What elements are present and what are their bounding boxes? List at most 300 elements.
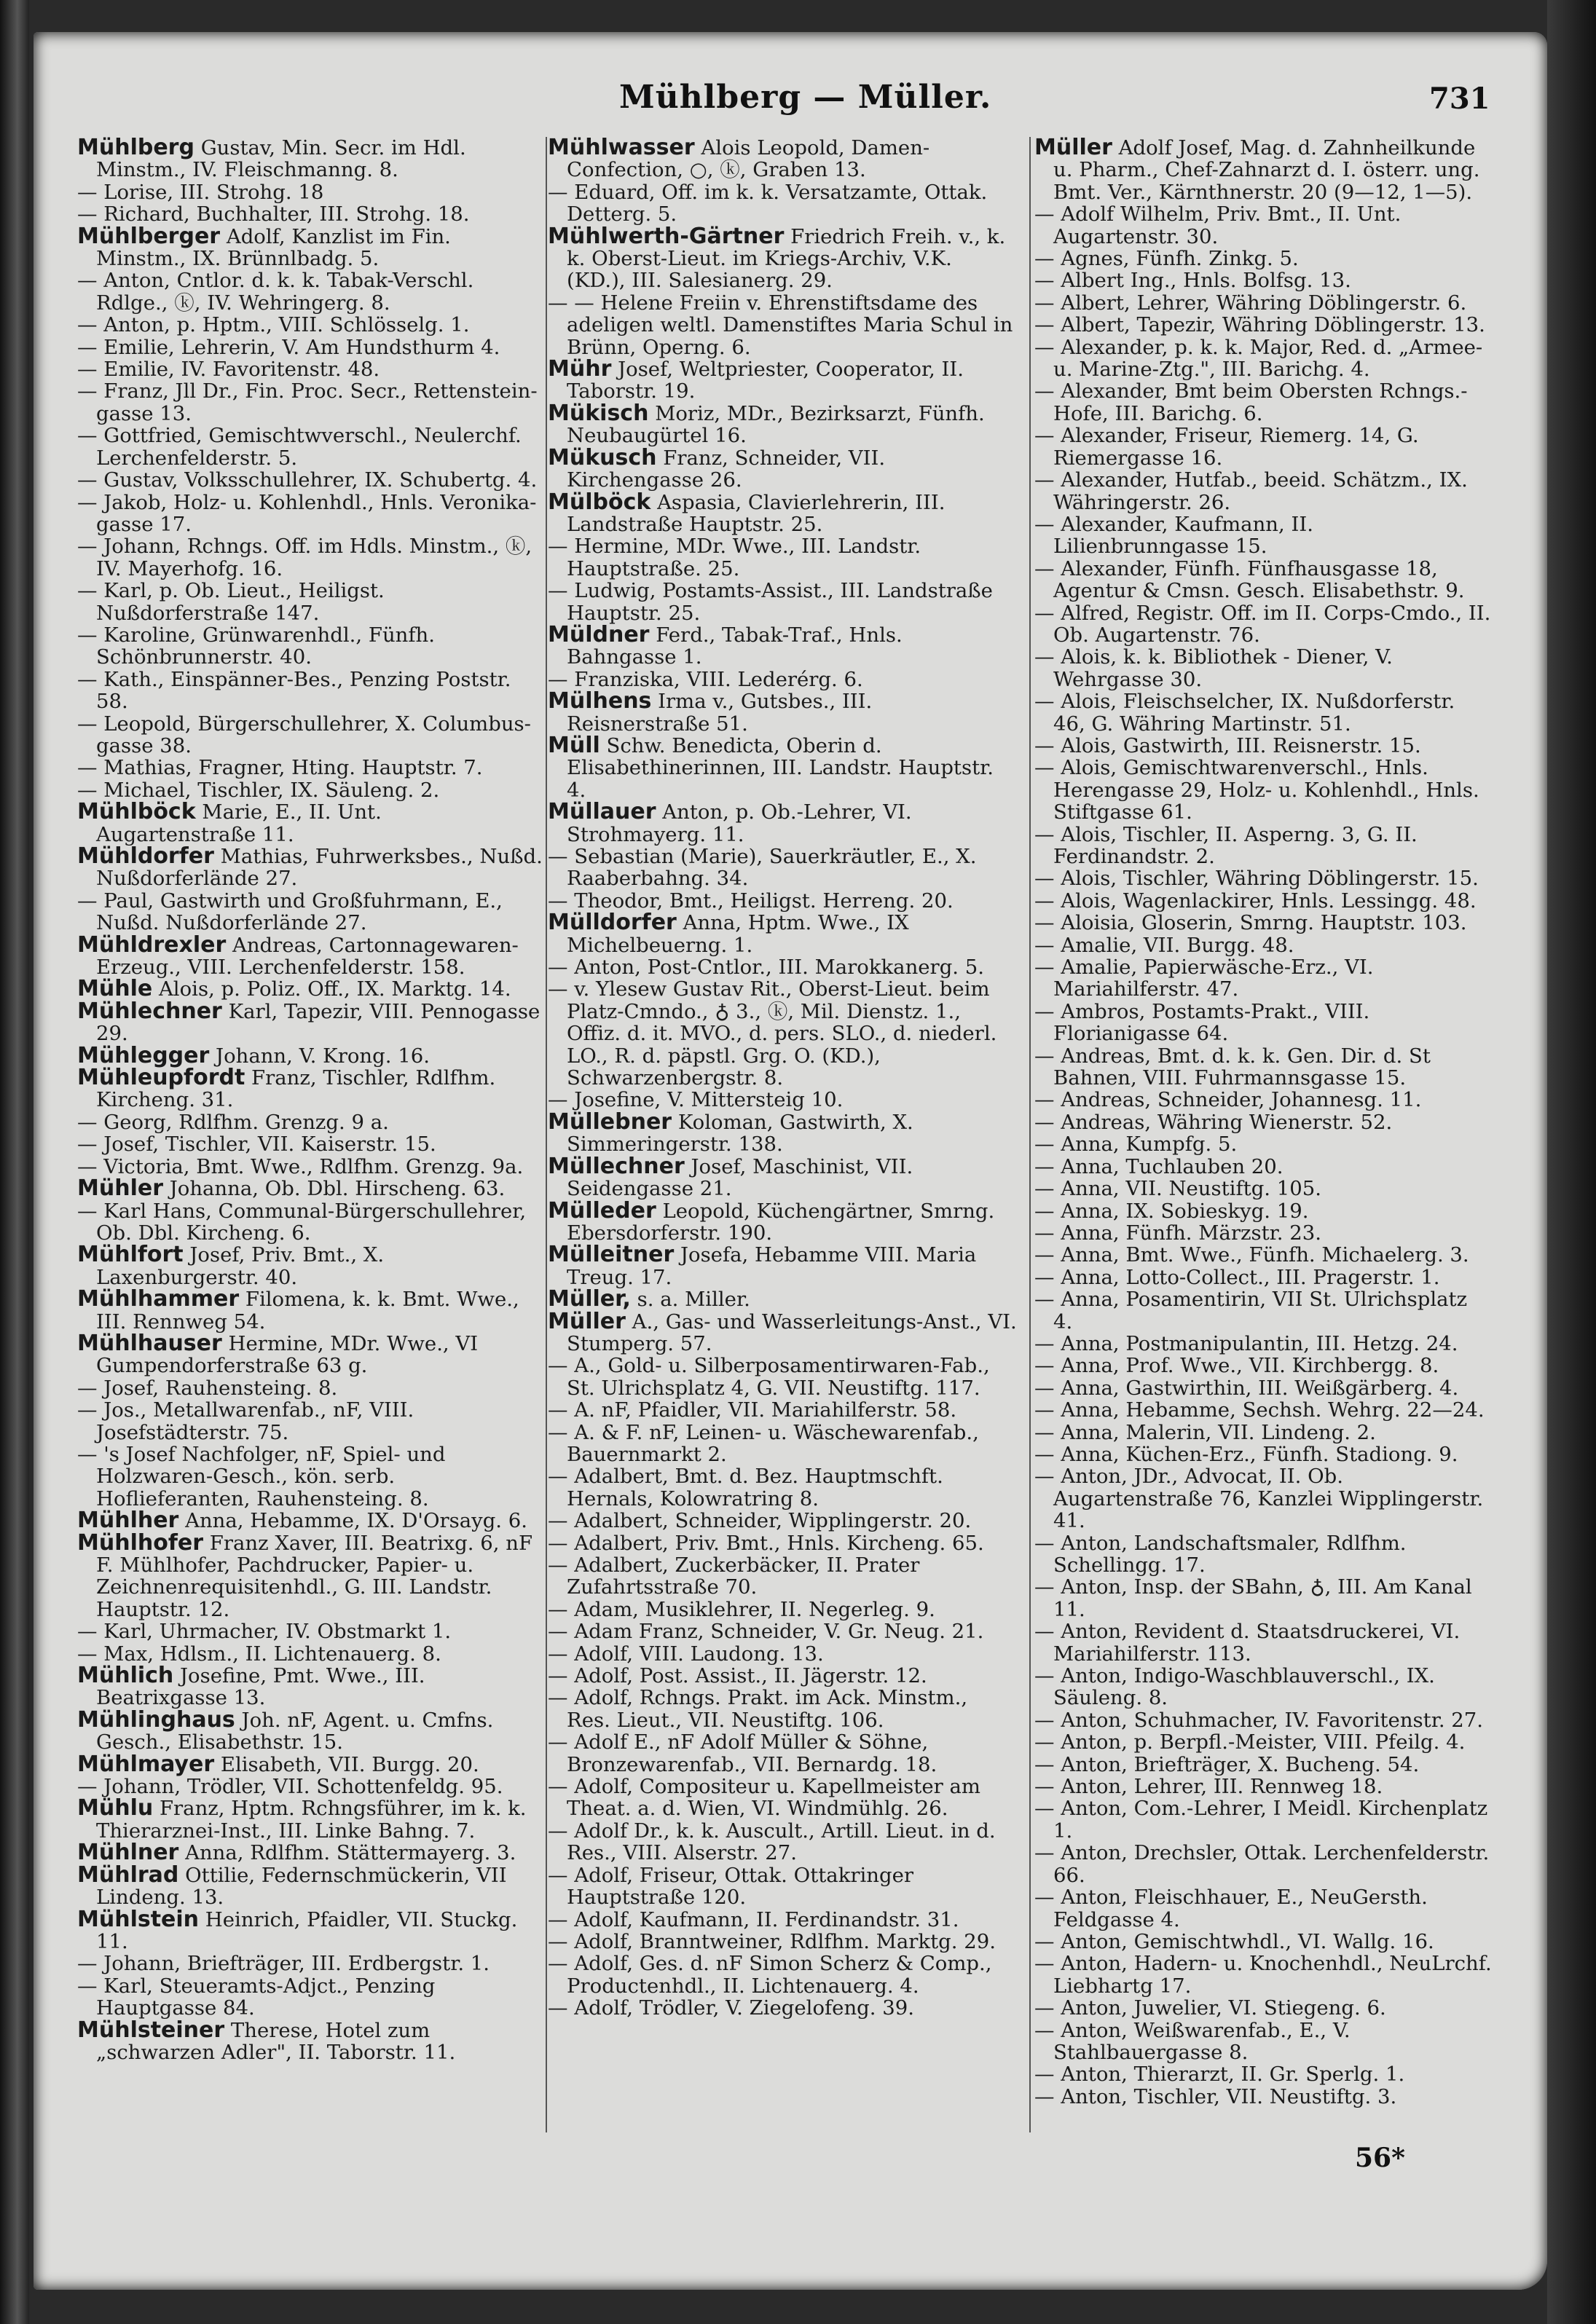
directory-entry: [1034, 2086, 1492, 2108]
directory-entry: [1034, 1089, 1492, 1111]
directory-entry: [77, 269, 543, 314]
entry-text: — Adolf, Compositeur u. Kapellmeister am Theat. a. d. Wien, VI. Windmühlg. 26.: [548, 1775, 980, 1821]
directory-entry: [1034, 1111, 1492, 1133]
entry-text: — Anna, Kumpfg. 5.: [1034, 1133, 1238, 1157]
directory-entry: [548, 1355, 1017, 1399]
directory-entry: [77, 336, 543, 358]
entry-text: — Franziska, VIII. Lederérg. 6.: [548, 667, 863, 691]
directory-entry: [548, 801, 1017, 846]
entry-text: — A., Gold- u. Silberposamentirwaren-Fab., St. Ulrichsplatz 4, G. VII. Neustiftg. 117.: [548, 1354, 990, 1400]
directory-entry: [77, 1111, 543, 1133]
entry-text: — Adolf, VIII. Laudong. 13.: [548, 1642, 824, 1666]
entry-text: — Anna, Gastwirthin, III. Weißgärberg. 4.: [1034, 1376, 1459, 1400]
directory-entry: [1034, 1377, 1492, 1399]
directory-entry: [77, 1953, 543, 1974]
entry-text: Filomena, k. k. Bmt. Wwe., III. Rennweg 54.: [96, 1288, 519, 1334]
entry-headword: Mühlinghaus: [77, 1706, 235, 1733]
directory-entry: [77, 1156, 543, 1178]
entry-text: Josefa, Hebamme VIII. Maria Treug. 17.: [567, 1243, 977, 1289]
entry-text: — Alexander, Bmt beim Obersten Rchngs.-Hofe, III. Barichg. 6.: [1034, 379, 1468, 425]
directory-entry: [1034, 1133, 1492, 1155]
entry-text: — Anton, Com.-Lehrer, I Meidl. Kirchenplatz 1.: [1034, 1797, 1488, 1843]
entry-text: — Georg, Rdlfhm. Grenzg. 9 a.: [77, 1110, 389, 1134]
entry-text: Franz, Hptm. Rchngsführer, im k. k. Thierarznei-Inst., III. Linke Bahng. 7.: [96, 1797, 527, 1843]
directory-entry: [1034, 1443, 1492, 1465]
entry-text: Aspasia, Clavierlehrerin, III. Landstraße Hauptstr. 25.: [567, 490, 946, 536]
directory-entry: [1034, 1665, 1492, 1709]
entry-text: — Anton, Fleischhauer, E., NeuGersth. Feldgasse 4.: [1034, 1886, 1428, 1931]
entry-text: — Anna, VII. Neustiftg. 105.: [1034, 1177, 1322, 1201]
directory-entry: [1034, 1156, 1492, 1178]
entry-text: — Anna, IX. Sobieskyg. 19.: [1034, 1199, 1309, 1223]
entry-text: — Adam, Musiklehrer, II. Negerleg. 9.: [548, 1597, 935, 1621]
entry-text: — Anna, Prof. Wwe., VII. Kirchbergg. 8.: [1034, 1354, 1439, 1378]
entry-text: — Alois, k. k. Bibliothek - Diener, V. Wehrgasse 30.: [1034, 645, 1393, 691]
entry-headword: Mühlwasser: [548, 137, 695, 160]
entry-text: — Albert, Lehrer, Währing Döblingerstr. 6.: [1034, 291, 1467, 315]
directory-entry: [548, 1931, 1017, 1953]
directory-entry: [548, 580, 1017, 624]
entry-text: — Adolf, Trödler, V. Ziegelofeng. 39.: [548, 1996, 914, 2020]
entry-text: — Adolf, Kaufmann, II. Ferdinandstr. 31.: [548, 1907, 959, 1931]
directory-entry: [548, 223, 1017, 293]
entry-text: — Anton, Revident d. Staatsdruckerei, VI. Mariahilferstr. 113.: [1034, 1620, 1461, 1666]
entry-text: — Lorise, III. Strohg. 18: [77, 180, 324, 204]
directory-entry: [1034, 558, 1492, 602]
entry-text: Anna, Hebamme, IX. D'Orsayg. 6.: [178, 1509, 528, 1533]
directory-entry: [1034, 1399, 1492, 1421]
entry-text: — Anton, Post-Cntlor., III. Marokkanerg. 5.: [548, 956, 985, 980]
directory-entry: [1034, 646, 1492, 690]
directory-entry: [1034, 1931, 1492, 1953]
entry-text: — — Helene Freiin v. Ehrenstiftsdame des adeligen weltl. Damenstiftes Maria Schul in Brünn, Operng. 6.: [548, 291, 1013, 359]
directory-entry: [77, 1067, 543, 1111]
directory-entry: [548, 1665, 1017, 1687]
entry-text: Friedrich Freih. v., k. k. Oberst-Lieut. im Kriegs-Archiv, V.K. (KD.), III. Salesianerg. 29.: [567, 224, 1006, 293]
directory-entry: [1034, 336, 1492, 381]
directory-entry: [548, 1288, 1017, 1310]
entry-text: — Josefine, V. Mittersteig 10.: [548, 1088, 844, 1112]
entry-headword: Mühlhammer: [77, 1286, 240, 1312]
entry-headword: Müll: [548, 732, 600, 758]
directory-entry: [77, 1906, 543, 1953]
entry-text: — Alois, Fleischselcher, IX. Nußdorferstr. 46, G. Währing Martinstr. 51.: [1034, 690, 1455, 736]
directory-entry: [548, 1909, 1017, 1931]
entry-text: — Alois, Wagenlackirer, Hnls. Lessingg. 48.: [1034, 889, 1477, 913]
entry-text: — Emilie, IV. Favoritenstr. 48.: [77, 358, 380, 382]
entry-text: — Kath., Einspänner-Bes., Penzing Poststr. 58.: [77, 667, 511, 714]
entry-text: Karl, Tapezir, VIII. Pennogasse 29.: [96, 999, 540, 1046]
directory-entry: [77, 314, 543, 336]
directory-entry: [548, 1554, 1017, 1599]
directory-entry: [548, 489, 1017, 536]
directory-entry: [1034, 934, 1492, 956]
entry-headword: Mülleitner: [548, 1242, 675, 1268]
entry-text: Therese, Hotel zum „schwarzen Adler", II. Taborstr. 11.: [96, 2018, 456, 2064]
entry-headword: Müldner: [548, 621, 650, 647]
directory-entry: [1034, 1709, 1492, 1731]
directory-entry: [77, 1529, 543, 1621]
entry-headword: Mülleder: [548, 1197, 656, 1224]
entry-headword: Mühlu: [77, 1795, 154, 1821]
entry-text: — Anton, Insp. der SBahn, ♁, III. Am Kanal 11.: [1034, 1575, 1472, 1621]
entry-headword: Müller,: [548, 1286, 631, 1312]
entry-text: Andreas, Cartonnagewaren-Erzeug., VIII. Lerchenfelderstr. 158.: [96, 933, 519, 980]
directory-entry: [77, 1200, 543, 1245]
entry-text: Johann, V. Krong. 16.: [209, 1044, 430, 1068]
directory-entry: [1034, 1842, 1492, 1886]
entry-headword: Mühlner: [77, 1840, 179, 1866]
entry-text: — Anton, Briefträger, X. Bucheng. 54.: [1034, 1752, 1420, 1776]
entry-text: Josef, Priv. Bmt., X. Laxenburgerstr. 40.: [96, 1243, 385, 1289]
entry-text: Joh. nF, Agent. u. Cmfns. Gesch., Elisabethstr. 15.: [96, 1708, 494, 1754]
entry-text: — 's Josef Nachfolger, nF, Spiel- und Holzwaren-Gesch., kön. serb. Hoflieferanten, Rauhensteing. 8.: [77, 1442, 446, 1510]
entry-text: — Adalbert, Bmt. d. Bez. Hauptmschft. Hernals, Kolowratring 8.: [548, 1465, 943, 1510]
directory-entry: [1034, 513, 1492, 558]
entry-headword: Müllechner: [548, 1153, 685, 1179]
entry-text: — Mathias, Fragner, Hting. Hauptstr. 7.: [77, 756, 483, 780]
directory-entry: [1034, 1953, 1492, 1997]
directory-entry: [548, 1510, 1017, 1532]
entry-text: — Theodor, Bmt., Heiligst. Herreng. 20.: [548, 889, 954, 913]
directory-entry: [548, 358, 1017, 403]
entry-text: Adolf Josef, Mag. d. Zahnheilkunde u. Pharm., Chef-Zahnarzt d. I. österr. ung. Bmt. Ver., Kärnthnerstr. 20 (9—12, 1—5).: [1053, 137, 1480, 204]
directory-entry: [548, 956, 1017, 978]
entry-text: — Alois, Tischler, II. Asperng. 3, G. II. Ferdinandstr. 2.: [1034, 822, 1418, 868]
directory-entry: [1034, 292, 1492, 314]
directory-entry: [1034, 1620, 1492, 1665]
entry-text: — Anna, Küchen-Erz., Fünfh. Stadiong. 9.: [1034, 1442, 1458, 1466]
directory-entry: [1034, 1333, 1492, 1355]
entry-text: — Andreas, Schneider, Johannesg. 11.: [1034, 1088, 1422, 1112]
directory-entry: [548, 1953, 1017, 1997]
entry-text: — Karoline, Grünwarenhdl., Fünfh. Schönbrunnerstr. 40.: [77, 623, 436, 669]
directory-entry: [548, 1465, 1017, 1510]
entry-text: Josefine, Pmt. Wwe., III. Beatrixgasse 13.: [96, 1664, 425, 1710]
entry-text: — Richard, Buchhalter, III. Strohg. 18.: [77, 202, 470, 227]
entry-headword: Mühlstein: [77, 1906, 200, 1932]
directory-entry: [1034, 602, 1492, 647]
entry-text: — Anton, Gemischtwhdl., VI. Wallg. 16.: [1034, 1929, 1434, 1953]
column-divider: [1029, 137, 1031, 2132]
entry-headword: Mühlher: [77, 1508, 179, 1534]
directory-entry: [548, 400, 1017, 448]
entry-text: — Jakob, Holz- u. Kohlenhdl., Hnls. Veronika-gasse 17.: [77, 490, 537, 536]
entry-headword: Mühlich: [77, 1663, 174, 1689]
entry-text: — Alfred, Registr. Off. im II. Corps-Cmdo., II. Ob. Augartenstr. 76.: [1034, 601, 1491, 647]
entry-text: — Max, Hdlsm., II. Lichtenauerg. 8.: [77, 1642, 441, 1666]
entry-text: — Amalie, Papierwäsche-Erz., VI. Mariahilferstr. 47.: [1034, 956, 1374, 1001]
directory-entry: [77, 1510, 543, 1532]
entry-text: — Aloisia, Gloserin, Smrng. Hauptstr. 103.: [1034, 911, 1467, 935]
entry-text: — Anna, Tuchlauben 20.: [1034, 1154, 1284, 1178]
entry-headword: Mülhens: [548, 688, 652, 714]
directory-entry: [77, 624, 543, 669]
entry-text: s. a. Miller.: [630, 1288, 750, 1312]
directory-entry: [1034, 1200, 1492, 1222]
entry-text: — Adalbert, Zuckerbäcker, II. Prater Zufahrtsstraße 70.: [548, 1553, 920, 1599]
directory-entry: [1034, 690, 1492, 735]
entry-headword: Mühlechner: [77, 998, 222, 1024]
entry-text: — Anton, Juwelier, VI. Stiegeng. 6.: [1034, 1996, 1386, 2020]
entry-text: Alois Leopold, Damen-Confection, ○, ⓚ, Graben 13.: [567, 137, 930, 182]
directory-entry: [1034, 1754, 1492, 1776]
page-header: [0, 79, 1596, 130]
entry-text: — Sebastian (Marie), Sauerkräutler, E., X. Raaberbahng. 34.: [548, 845, 977, 891]
entry-text: — Franz, Jll Dr., Fin. Proc. Secr., Rettenstein-gasse 13.: [77, 379, 538, 425]
entry-text: — Anton, Cntlor. d. k. k. Tabak-Verschl. Rdlge., ⓚ, IV. Wehringerg. 8.: [77, 269, 474, 315]
entry-text: — Alexander, Fünfh. Fünfhausgasse 18, Agentur & Cmsn. Gesch. Elisabethstr. 9.: [1034, 556, 1465, 603]
entry-text: — Adolf, Ges. d. nF Simon Scherz & Comp., Productenhdl., II. Lichtenauerg. 4.: [548, 1952, 992, 1998]
entry-text: Mathias, Fuhrwerksbes., Nußd. Nußdorferlände 27.: [96, 845, 543, 891]
directory-entry: [1034, 956, 1492, 1001]
entry-headword: Müllauer: [548, 799, 656, 825]
directory-entry: [548, 732, 1017, 802]
entry-text: — Karl, p. Ob. Lieut., Heiligst. Nußdorferstraße 147.: [77, 579, 385, 625]
column-3: [1034, 137, 1492, 2132]
directory-entry: [77, 843, 543, 891]
entry-text: — Andreas, Währing Wienerstr. 52.: [1034, 1110, 1393, 1134]
directory-entry: [1034, 314, 1492, 336]
directory-entry: [77, 469, 543, 491]
entry-text: — Gottfried, Gemischtwverschl., Neulerchf. Lerchenfelderstr. 5.: [77, 424, 522, 470]
entry-text: — Anton, Schuhmacher, IV. Favoritenstr. 27.: [1034, 1708, 1484, 1732]
entry-text: — Leopold, Bürgerschullehrer, X. Columbus-gasse 38.: [77, 712, 531, 757]
directory-entry: [1034, 137, 1492, 203]
entry-text: — Anton, Landschaftsmaler, Rdlfhm. Schellingg. 17.: [1034, 1531, 1407, 1577]
directory-entry: [548, 1731, 1017, 1776]
directory-entry: [1034, 269, 1492, 291]
directory-entry: [1034, 1001, 1492, 1045]
directory-entry: [77, 137, 543, 181]
entry-text: — Alexander, Friseur, Riemerg. 14, G. Riemergasse 16.: [1034, 424, 1419, 470]
directory-entry: [548, 978, 1017, 1089]
entry-text: — Anna, Fünfh. Märzstr. 23.: [1034, 1221, 1321, 1245]
entry-headword: Mühr: [548, 356, 612, 382]
entry-text: Franz, Tischler, Rdlfhm. Kircheng. 31.: [96, 1066, 496, 1112]
entry-text: — Emilie, Lehrerin, V. Am Hundsthurm 4.: [77, 335, 500, 359]
entry-text: Ottilie, Federnschmückerin, VII Lindeng. 13.: [96, 1863, 507, 1910]
entry-text: — Alexander, Hutfab., beeid. Schätzm., IX. Währingerstr. 26.: [1034, 468, 1468, 514]
page-number: 731: [1429, 82, 1490, 116]
page-title: Mühlberg — Müller.: [619, 79, 992, 116]
directory-entry: [77, 492, 543, 536]
entry-text: — Gustav, Volksschullehrer, IX. Schubertg. 4.: [77, 468, 538, 492]
directory-entry: [548, 181, 1017, 226]
directory-entry: [77, 425, 543, 469]
signature-mark: 56*: [1355, 2143, 1405, 2173]
directory-entry: [548, 621, 1017, 669]
directory-entry: [548, 1532, 1017, 1554]
directory-entry: [77, 380, 543, 425]
directory-entry: [548, 444, 1017, 492]
directory-entry: [1034, 824, 1492, 868]
directory-entry: [77, 998, 543, 1046]
entry-headword: Mühlhauser: [77, 1330, 222, 1356]
directory-entry: [1034, 890, 1492, 912]
directory-entry: [77, 1864, 543, 1909]
directory-entry: [548, 669, 1017, 690]
scan-right-edge: [1547, 0, 1596, 2324]
entry-headword: Mühlhofer: [77, 1529, 204, 1556]
directory-entry: [77, 1620, 543, 1642]
directory-entry: [77, 1288, 543, 1333]
entry-headword: Mühleupfordt: [77, 1065, 245, 1091]
entry-text: Leopold, Küchengärtner, Smrng. Ebersdorferstr. 190.: [567, 1199, 995, 1245]
directory-entry: [1034, 867, 1492, 889]
entry-text: — Adolf, Branntweiner, Rdlfhm. Marktg. 29.: [548, 1929, 996, 1953]
entry-text: Alois, p. Poliz. Off., IX. Marktg. 14.: [152, 977, 511, 1001]
directory-entry: [1034, 1288, 1492, 1333]
entry-text: — Alois, Gastwirth, III. Reisnerstr. 15.: [1034, 733, 1421, 757]
entry-text: Ferd., Tabak-Traf., Hnls. Bahngasse 1.: [567, 623, 903, 669]
directory-entry: [77, 801, 543, 846]
directory-entry: [77, 1797, 543, 1842]
entry-text: — Anna, Bmt. Wwe., Fünfh. Michaelerg. 3.: [1034, 1243, 1469, 1267]
entry-text: Franz Xaver, III. Beatrixg. 6, nF F. Mühlhofer, Pachdrucker, Papier- u. Zeichnenrequisitenhdl., G. III. Landstr. Hauptstr. 12.: [96, 1531, 533, 1621]
directory-entry: [77, 1399, 543, 1443]
entry-text: — Josef, Rauhensteing. 8.: [77, 1376, 338, 1400]
entry-text: Moriz, MDr., Bezirksarzt, Fünfh. Neubaugürtel 16.: [567, 401, 985, 448]
directory-entry: [548, 1197, 1017, 1245]
directory-entry: [1034, 203, 1492, 248]
entry-headword: Müller: [548, 1308, 626, 1334]
entry-text: Anna, Rdlfhm. Stättermayerg. 3.: [178, 1841, 516, 1865]
entry-text: — Adolf E., nF Adolf Müller & Söhne, Bronzewarenfab., VII. Bernardg. 18.: [548, 1730, 937, 1776]
entry-text: — Anna, Lotto-Collect., III. Pragerstr. 1.: [1034, 1265, 1440, 1289]
directory-entry: [548, 1108, 1017, 1157]
entry-text: Franz, Schneider, VII. Kirchengasse 26.: [567, 446, 886, 492]
directory-entry: [77, 1665, 543, 1709]
entry-text: A., Gas- und Wasserleitungs-Anst., VI. Stumperg. 57.: [567, 1309, 1017, 1355]
entry-text: — Eduard, Off. im k. k. Versatzamte, Ottak. Detterg. 5.: [548, 180, 988, 227]
entry-text: Josef, Weltpriester, Cooperator, II. Taborstr. 19.: [567, 358, 964, 403]
directory-entry: [77, 535, 543, 580]
directory-entry: [548, 1997, 1017, 2019]
directory-entry: [77, 1643, 543, 1665]
directory-entry: [548, 1422, 1017, 1466]
entry-text: — Anna, Posamentirin, VII St. Ulrichsplatz 4.: [1034, 1288, 1468, 1334]
directory-entry: [548, 1308, 1017, 1355]
entry-text: — Anton, p. Hptm., VIII. Schlösselg. 1.: [77, 313, 470, 337]
entry-text: — Victoria, Bmt. Wwe., Rdlfhm. Grenzg. 9a.: [77, 1154, 524, 1178]
directory-entry: [1034, 912, 1492, 934]
directory-entry: [1034, 1355, 1492, 1376]
entry-text: — Karl, Steueramts-Adjct., Penzing Hauptgasse 84.: [77, 1974, 436, 2020]
entry-text: — Adolf Dr., k. k. Auscult., Artill. Lieut. in d. Res., VIII. Alserstr. 27.: [548, 1819, 996, 1865]
directory-entry: [77, 2017, 543, 2064]
entry-headword: Mühlegger: [77, 1042, 210, 1068]
entry-text: — Johann, Trödler, VII. Schottenfeldg. 95.: [77, 1775, 503, 1799]
entry-text: — Adalbert, Priv. Bmt., Hnls. Kircheng. 65.: [548, 1531, 984, 1555]
entry-text: — Anna, Postmanipulantin, III. Hetzg. 24.: [1034, 1331, 1458, 1355]
entry-text: Elisabeth, VII. Burgg. 20.: [214, 1752, 479, 1776]
entry-text: — Anton, Indigo-Waschblauverschl., IX. Säuleng. 8.: [1034, 1664, 1435, 1710]
entry-text: Irma v., Gutsbes., III. Reisnerstraße 51.: [567, 690, 873, 736]
entry-text: — Anna, Malerin, VII. Lindeng. 2.: [1034, 1420, 1376, 1444]
directory-entry: [1034, 1797, 1492, 1842]
entry-text: — Agnes, Fünfh. Zinkg. 5.: [1034, 247, 1299, 271]
directory-entry: [1034, 1267, 1492, 1288]
entry-text: — Albert, Tapezir, Währing Döblingerstr. 13.: [1034, 313, 1485, 337]
directory-entry: [548, 1244, 1017, 1288]
directory-entry: [77, 1776, 543, 1797]
directory-entry: [1034, 1886, 1492, 1931]
directory-entry: [1034, 1465, 1492, 1532]
entry-text: — Anton, p. Berpfl.-Meister, VIII. Pfeilg. 4.: [1034, 1730, 1466, 1754]
entry-text: — Hermine, MDr. Wwe., III. Landstr. Hauptstraße. 25.: [548, 535, 921, 580]
column-2: [548, 137, 1017, 2132]
entry-text: Adolf, Kanzlist im Fin. Minstm., IX. Brünnlbadg. 5.: [96, 224, 451, 271]
entry-text: — Michael, Tischler, IX. Säuleng. 2.: [77, 778, 440, 802]
directory-entry: [77, 779, 543, 801]
entry-text: — Anna, Hebamme, Sechsh. Wehrg. 22—24.: [1034, 1398, 1485, 1422]
entry-text: — Alexander, Kaufmann, II. Lilienbrunngasse 15.: [1034, 512, 1313, 559]
entry-text: — Anton, Weißwarenfab., E., V. Stahlbauergasse 8.: [1034, 2018, 1351, 2064]
entry-text: — Alois, Tischler, Währing Döblingerstr. 15.: [1034, 867, 1479, 891]
entry-text: — Karl Hans, Communal-Bürgerschullehrer, Ob. Dbl. Kircheng. 6.: [77, 1199, 527, 1245]
directory-entry: [1034, 735, 1492, 757]
entry-text: — Adolf, Friseur, Ottak. Ottakringer Hauptstraße 120.: [548, 1863, 914, 1910]
directory-entry: [1034, 380, 1492, 425]
directory-entry: [548, 846, 1017, 890]
directory-entry: [77, 669, 543, 713]
directory-entry: [77, 1330, 543, 1378]
entry-headword: Mühlsteiner: [77, 2017, 225, 2043]
directory-entry: [1034, 248, 1492, 269]
entry-headword: Müllebner: [548, 1108, 672, 1135]
directory-entry: [1034, 1776, 1492, 1797]
directory-entry: [1034, 1576, 1492, 1620]
entry-headword: Mühldorfer: [77, 843, 214, 869]
column-1: [77, 137, 543, 2132]
entry-text: Hermine, MDr. Wwe., VI Gumpendorferstraße 63 g.: [96, 1331, 479, 1378]
directory-entry: [77, 1244, 543, 1288]
directory-entry: [548, 292, 1017, 358]
directory-entry: [548, 1089, 1017, 1111]
entry-text: — Jos., Metallwarenfab., nF, VIII. Josefstädterstr. 75.: [77, 1398, 414, 1444]
entry-text: — Ludwig, Postamts-Assist., III. Landstraße Hauptstr. 25.: [548, 579, 993, 625]
entry-text: — Adolf, Post. Assist., II. Jägerstr. 12.: [548, 1664, 927, 1688]
entry-text: Schw. Benedicta, Oberin d. Elisabethinerinnen, III. Landstr. Hauptstr. 4.: [567, 733, 994, 802]
directory-entry: [548, 890, 1017, 912]
directory-entry: [77, 1042, 543, 1068]
directory-entry: [77, 1706, 543, 1754]
entry-text: Anton, p. Ob.-Lehrer, VI. Strohmayerg. 11.: [567, 800, 912, 846]
directory-entry: [548, 1864, 1017, 1909]
entry-headword: Mükisch: [548, 400, 649, 426]
entry-headword: Mühle: [77, 976, 153, 1002]
entry-text: Marie, E., II. Unt. Augartenstraße 11.: [96, 800, 382, 846]
directory-entry: [1034, 2020, 1492, 2064]
entry-text: — Anton, JDr., Advocat, II. Ob. Augartenstraße 76, Kanzlei Wipplingerstr. 41.: [1034, 1465, 1484, 1533]
entry-headword: Mühlwerth-Gärtner: [548, 223, 785, 249]
directory-entry: [1034, 2063, 1492, 2085]
directory-entry: [548, 1620, 1017, 1642]
directory-entry: [1034, 1222, 1492, 1244]
entry-headword: Mühlmayer: [77, 1751, 215, 1777]
directory-entry: [77, 1175, 543, 1202]
directory-entry: [1034, 757, 1492, 823]
entry-text: — Albert Ing., Hnls. Bolfsg. 13.: [1034, 269, 1351, 293]
entry-text: — A. nF, Pfaidler, VII. Mariahilferstr. 58.: [548, 1398, 957, 1422]
entry-text: — Anton, Hadern- u. Knochenhdl., NeuLrchf. Liebhartg 17.: [1034, 1952, 1492, 1998]
entry-text: — Amalie, VII. Burgg. 48.: [1034, 933, 1294, 957]
entry-headword: Mühler: [77, 1175, 163, 1202]
entry-text: — v. Ylesew Gustav Rit., Oberst-Lieut. beim Platz-Cmndo., ♁ 3., ⓚ, Mil. Dienstz. 1., Offiz. d. it. MVO., d. pers. SLO., d. niederl. LO., R. d. päpstl. Grg. O. (KD.), Schwarzenbergstr. 8.: [548, 977, 997, 1090]
directory-entry: [77, 1377, 543, 1399]
column-divider: [546, 137, 547, 2132]
